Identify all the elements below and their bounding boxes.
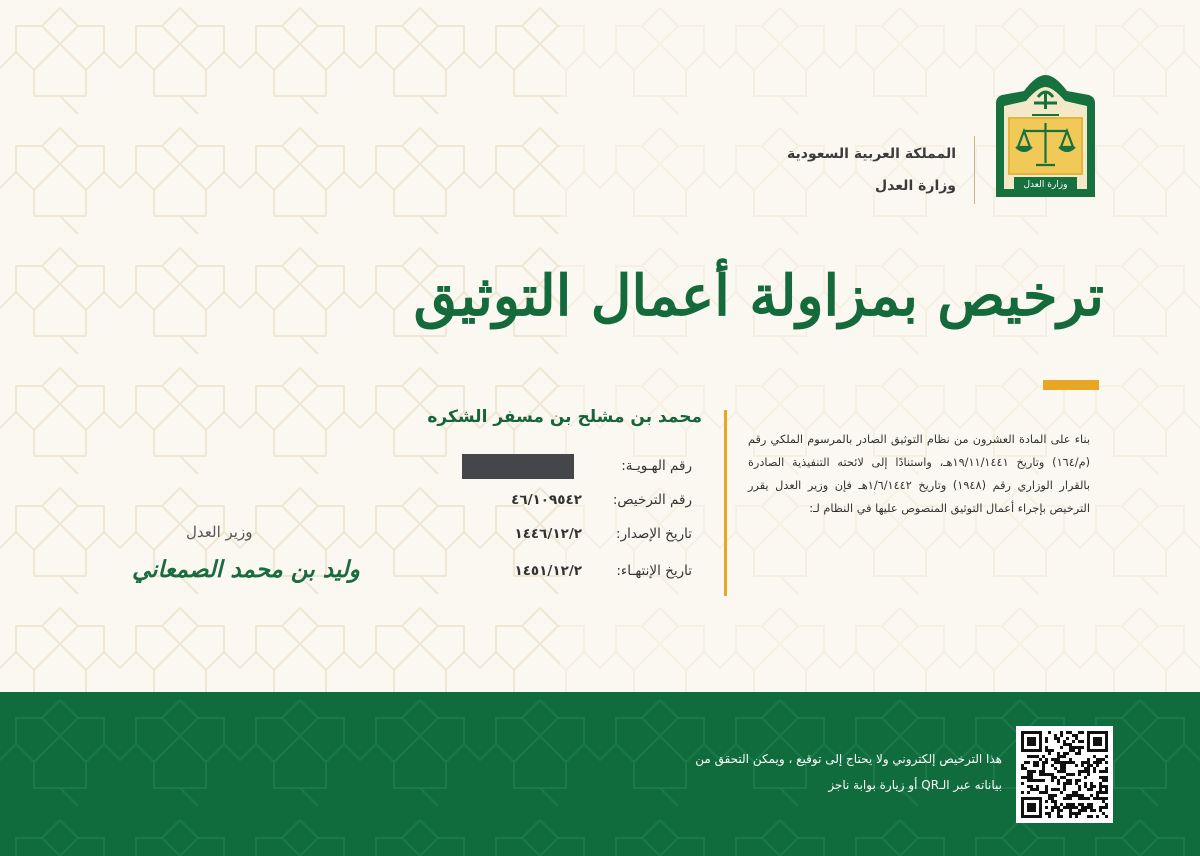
country-name: المملكة العربية السعودية <box>787 146 956 162</box>
license-number-row <box>462 492 692 514</box>
verification-note-line1: هذا الترخيص إلكتروني ولا يحتاج إلى توقيع ، ويمكن التحقق من <box>695 752 1002 766</box>
legal-basis-text: بناء على المادة العشرون من نظام التوثيق الصادر بالمرسوم الملكي رقم (م/١٦٤) وتاريخ ١٩/١١/١٤٤١هـ، واستنادًا إلى لائحته التنفيذية الصادرة بالقرار الوزاري رقم (١٩٤٨) وتاريخ ١/٦/١٤٤٢هـ فإن وزير العدل يقرر الترخيص بإجراء أعمال التوثيق المنصوص عليها في النظام لـ: <box>748 433 1090 515</box>
verification-note-line2: بياناته عبر الـQR أو زيارة بوابة ناجز <box>828 778 1002 792</box>
minister-title: وزير العدل <box>186 523 253 541</box>
verification-note <box>695 746 1002 798</box>
expiry-date-value: ١٤٥١/١٢/٢ <box>514 563 582 579</box>
license-number-label: رقم الترخيص: <box>612 492 692 508</box>
id-number-label: رقم الهـويـة: <box>621 458 692 474</box>
emblem-caption: وزارة العدل <box>1023 180 1068 190</box>
expiry-date-row <box>462 563 692 585</box>
header-divider <box>974 136 975 204</box>
expiry-date-label: تاريخ الإنتهـاء: <box>616 563 692 579</box>
ministry-name: وزارة العدل <box>875 178 956 194</box>
issue-date-value: ١٤٤٦/١٢/٢ <box>514 526 582 542</box>
minister-signature: وليد بن محمد الصمعاني <box>132 556 360 583</box>
issue-date-label: تاريخ الإصدار: <box>616 526 692 542</box>
issue-date-row <box>462 526 692 548</box>
id-number-redaction <box>462 454 574 479</box>
qr-code[interactable] <box>1016 726 1113 823</box>
basis-divider <box>724 410 727 596</box>
ministry-emblem-logo <box>994 73 1097 197</box>
document-title: ترخيص بمزاولة أعمال التوثيق <box>413 263 1104 329</box>
title-accent-bar <box>1043 380 1099 390</box>
license-number-value: ٤٦/١٠٩٥٤٢ <box>511 492 582 508</box>
license-holder-name: محمد بن مشلح بن مسفر الشكره <box>427 407 702 427</box>
